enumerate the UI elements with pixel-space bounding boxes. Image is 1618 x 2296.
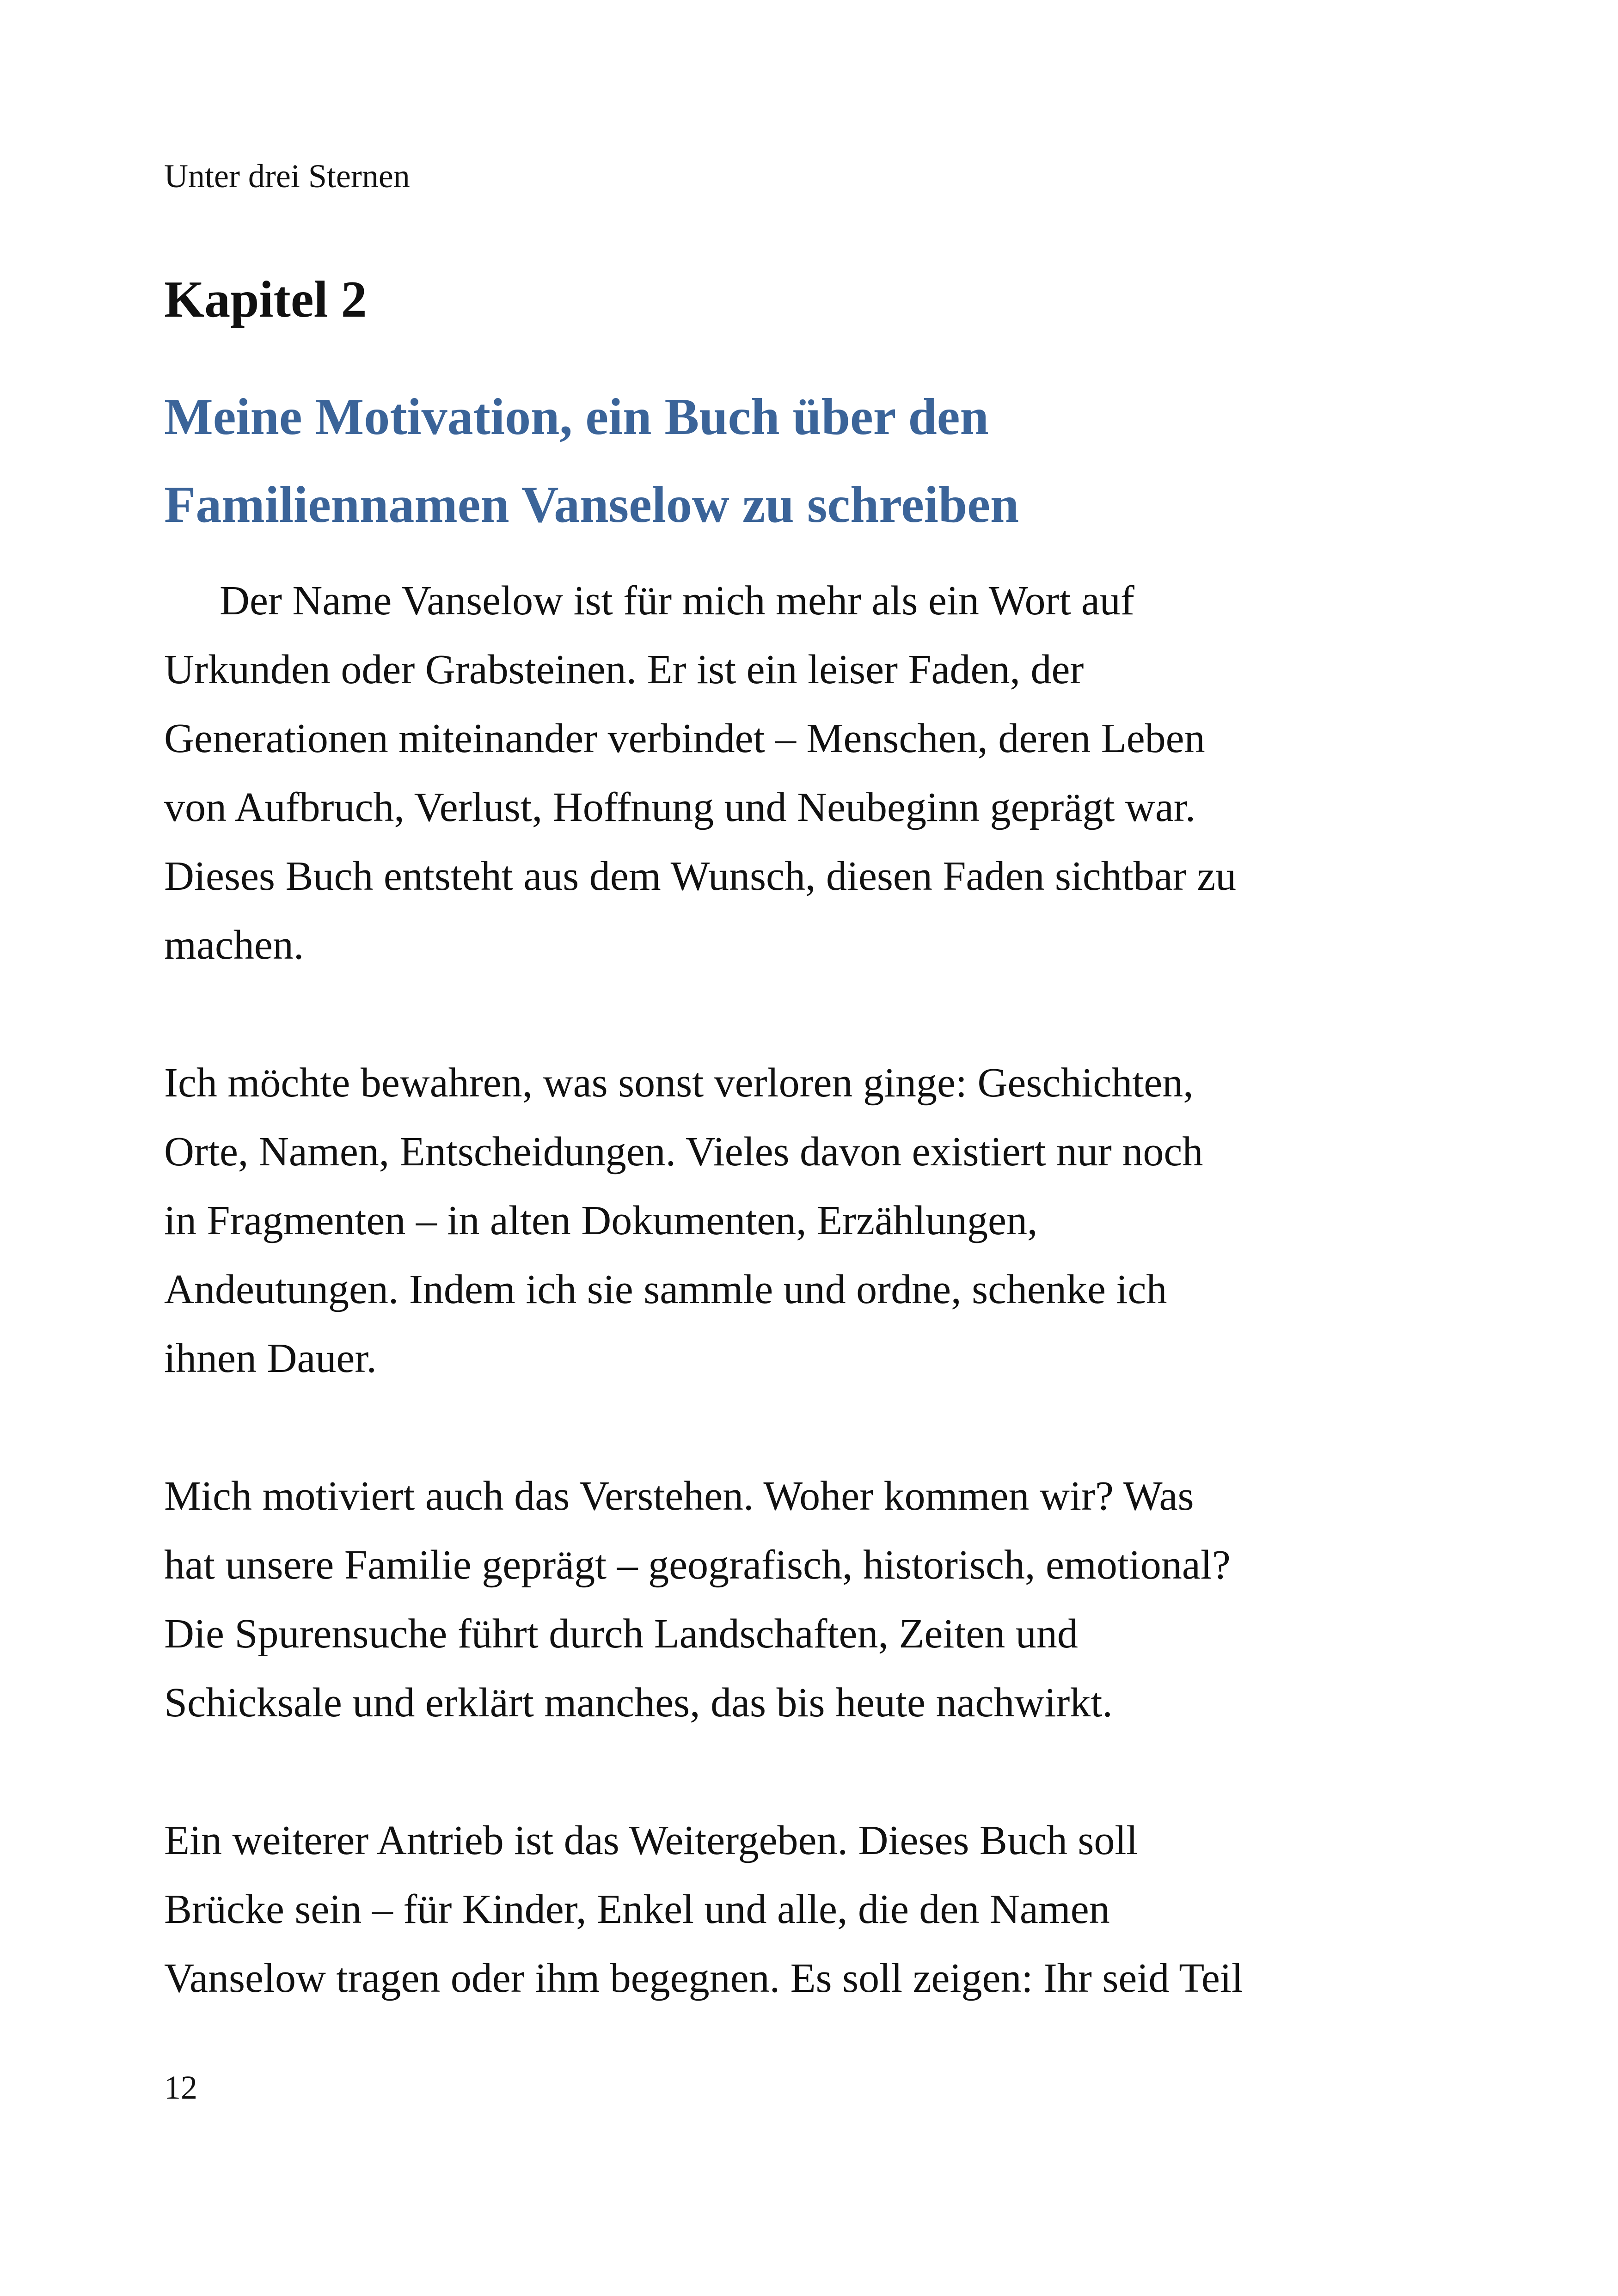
text-line: Vanselow tragen oder ihm begegnen. Es soll zeigen: Ihr seid Teil: [164, 1955, 1243, 2001]
paragraph-gap: [164, 980, 1403, 1048]
text-line: Generationen miteinander verbindet – Menschen, deren Leben: [164, 716, 1205, 761]
text-line: Brücke sein – für Kinder, Enkel und alle, die den Namen: [164, 1886, 1110, 1932]
text-line: Andeutungen. Indem ich sie sammle und ordne, schenke ich: [164, 1267, 1167, 1312]
text-line: hat unsere Familie geprägt – geografisch, historisch, emotional?: [164, 1542, 1231, 1588]
text-line: Mich motiviert auch das Verstehen. Woher kommen wir? Was: [164, 1473, 1194, 1519]
text-line: Orte, Namen, Entscheidungen. Vieles davon existiert nur noch: [164, 1129, 1203, 1175]
paragraph-gap: [164, 1393, 1403, 1462]
paragraph: [164, 1048, 1403, 1393]
text-line: Die Spurensuche führt durch Landschaften, Zeiten und: [164, 1611, 1078, 1657]
text-line: ihnen Dauer.: [164, 1335, 377, 1381]
paragraph-gap: [164, 1737, 1403, 1806]
chapter-title-line: Meine Motivation, ein Buch über den: [164, 388, 989, 446]
text-line: in Fragmenten – in alten Dokumenten, Erzählungen,: [164, 1198, 1038, 1243]
text-line: machen.: [164, 922, 304, 968]
paragraph: [164, 1806, 1403, 2013]
body-text: [164, 566, 1403, 2013]
page-number: 12: [164, 2069, 197, 2106]
text-line: Urkunden oder Grabsteinen. Er ist ein leiser Faden, der: [164, 647, 1084, 692]
chapter-title-line: Familiennamen Vanselow zu schreiben: [164, 476, 1019, 533]
chapter-title: [164, 373, 1505, 549]
chapter-label: Kapitel 2: [164, 271, 367, 328]
text-line: Ich möchte bewahren, was sonst verloren ginge: Geschichten,: [164, 1060, 1194, 1106]
paragraph: [164, 566, 1403, 980]
text-line: von Aufbruch, Verlust, Hoffnung und Neubeginn geprägt war.: [164, 784, 1196, 830]
text-line: Ein weiterer Antrieb ist das Weitergeben. Dieses Buch soll: [164, 1818, 1138, 1863]
text-line: Schicksale und erklärt manches, das bis heute nachwirkt.: [164, 1680, 1113, 1726]
text-line: Der Name Vanselow ist für mich mehr als ein Wort auf: [220, 578, 1134, 624]
paragraph: [164, 1462, 1403, 1737]
text-line: Dieses Buch entsteht aus dem Wunsch, diesen Faden sichtbar zu: [164, 853, 1237, 899]
running-header: Unter drei Sternen: [164, 158, 410, 195]
